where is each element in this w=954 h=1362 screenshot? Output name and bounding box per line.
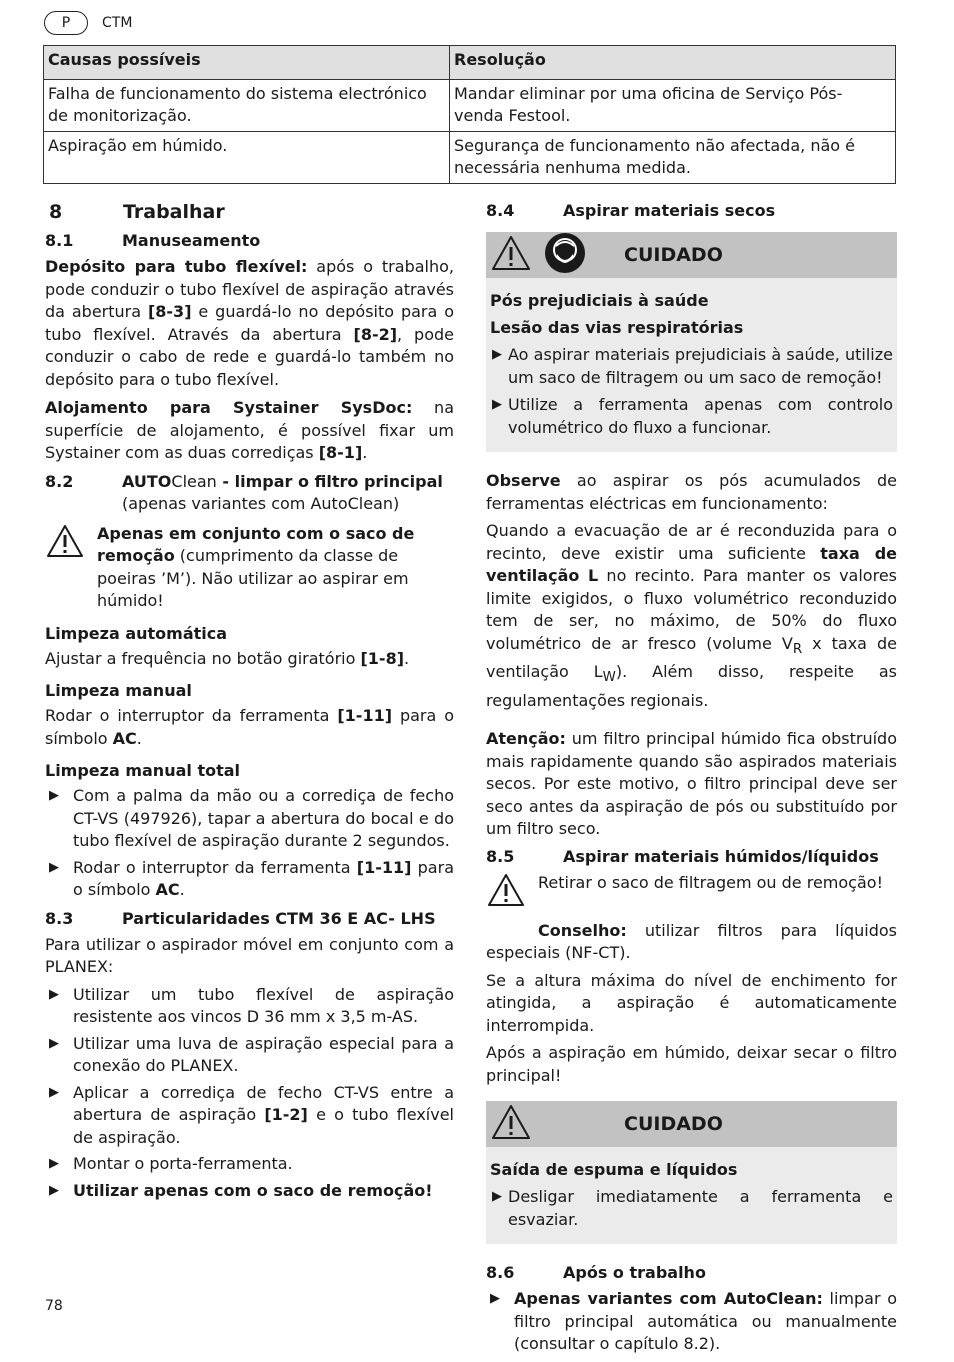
manual-clean-title: Limpeza manual bbox=[45, 681, 192, 700]
caution-list bbox=[490, 344, 893, 439]
page-header bbox=[44, 11, 132, 35]
hose-storage-paragraph: Depósito para tubo flexível: após o trabalho, pode conduzir o tubo flexível de aspiração através da abertura [8-3] e guardá-lo no depósito para o tubo flexível. Através da abertura [8-2], pode conduzir o cabo de rede e guardá-lo também no depósito para o tubo flexível. bbox=[45, 257, 455, 389]
list-item: ▶ Utilizar apenas com o saco de remoção! bbox=[45, 1180, 454, 1203]
triangle-right-icon: ▶ bbox=[49, 1182, 59, 1198]
list-item: ▶ Ao aspirar materiais prejudiciais à saúde, utilize um saco de filtragem ou um saco de remoção! bbox=[492, 345, 893, 387]
section-8-6-heading: 8.6 Após o trabalho bbox=[486, 1263, 706, 1283]
section-8-heading: 8 Trabalhar bbox=[49, 201, 225, 223]
table-cell: Falha de funcionamento do sistema electrónico de monitorização. bbox=[44, 80, 450, 132]
triangle-right-icon: ▶ bbox=[49, 1156, 59, 1171]
warning-triangle-icon bbox=[490, 1103, 532, 1145]
list-item: ▶ Desligar imediatamente a ferramenta e esvaziar. bbox=[492, 1187, 893, 1229]
wet-warning: Retirar o saco de filtragem ou de remoção! bbox=[486, 872, 897, 912]
right-column bbox=[486, 200, 897, 1362]
list-item: ▶ Aplicar a corrediça de fecho CT-VS entre a abertura de aspiração [1-2] e o tubo flexível de aspiração. bbox=[49, 1082, 454, 1147]
list-item: ▶ Utilizar uma luva de aspiração especial para a conexão do PLANEX. bbox=[49, 1033, 454, 1075]
planex-list bbox=[45, 984, 454, 1203]
list-item: ▶ Montar o porta-ferramenta. bbox=[45, 1153, 454, 1176]
caution-list bbox=[490, 1186, 893, 1231]
dust-mask-icon bbox=[544, 232, 586, 278]
table-row bbox=[44, 80, 896, 132]
left-column bbox=[45, 200, 454, 1208]
caution-box-foam: CUIDADO Saída de espuma e líquidos ▶ Desligar imediatamente a ferramenta e esvaziar. bbox=[486, 1101, 897, 1244]
ventilation-paragraph: Quando a evacuação de ar é reconduzida para o recinto, deve existir uma suficiente taxa de ventilação L no recinto. Para manter os valores limite exigidos, o fluxo volumétrico reconduzido tem de ser, no máximo, de 50% do fluxo volumétrico de ar fresco (volume $V_R$ x taxa de ventilação $L_W$). Além disso, respeite as regulamentações regionais. bbox=[486, 521, 898, 710]
total-clean-title: Limpeza manual total bbox=[45, 761, 241, 780]
auto-clean-title: Limpeza automática bbox=[45, 623, 228, 643]
list-item: ▶ Apenas variantes com AutoClean: limpar o filtro principal automática ou manualmente (consultar o capítulo 8.2). bbox=[490, 1289, 897, 1354]
language-badge: P bbox=[44, 11, 88, 35]
page-number: 78 bbox=[45, 1298, 63, 1314]
attention-paragraph: Atenção: um filtro principal húmido fica obstruído mais rapidamente quando são aspirados materiais secos. Por este motivo, o filtro principal deve ser seco antes da aspiração de pós ou substituído por um filtro seco. bbox=[486, 729, 897, 839]
after-work-list bbox=[486, 1288, 897, 1356]
model-name: CTM bbox=[102, 15, 133, 31]
fill-level-paragraph: Se a altura máxima do nível de enchimento for atingida, a aspiração é automaticamente interrompida. bbox=[486, 970, 897, 1035]
triangle-right-icon: ▶ bbox=[49, 986, 59, 1002]
caution-box-dust: CUIDADO Pós prejudiciais à saúde Lesão das vias respiratórias ▶ Ao aspirar materiais prejudiciais à saúde, utilize um saco de filtragem ou um saco de remoção! ▶ Utilize a ferramenta apenas com controlo volumétrico do fluxo a funcionar. bbox=[486, 232, 897, 452]
tip-paragraph: Conselho: utilizar filtros para líquidos especiais (NF-CT). bbox=[486, 920, 897, 963]
table-cell: Aspiração em húmido. bbox=[44, 132, 450, 184]
table-header-cell: Causas possíveis bbox=[44, 46, 450, 80]
section-8-4-heading: 8.4 Aspirar materiais secos bbox=[486, 201, 776, 220]
section-8-5-heading: 8.5 Aspirar materiais húmidos/líquidos bbox=[486, 846, 879, 866]
warning-triangle-icon bbox=[490, 234, 532, 276]
planex-intro: Para utilizar o aspirador móvel em conjunto com a PLANEX: bbox=[45, 934, 454, 976]
table-cell: Segurança de funcionamento não afectada, não é necessária nenhuma medida. bbox=[450, 132, 896, 184]
triangle-right-icon: ▶ bbox=[492, 347, 502, 362]
troubleshooting-table bbox=[43, 45, 896, 184]
autoclean-warning: Apenas em conjunto com o saco de remoção (cumprimento da classe de poeiras ’M’). Não utilizar ao aspirar em húmido! bbox=[45, 523, 454, 613]
observe-paragraph: Observe ao aspirar os pós acumulados de ferramentas eléctricas em funcionamento: bbox=[486, 471, 897, 513]
caution-title: CUIDADO bbox=[624, 1113, 723, 1136]
triangle-right-icon: ▶ bbox=[49, 788, 59, 803]
caution-title: CUIDADO bbox=[624, 244, 723, 266]
auto-clean-text: Ajustar a frequência no botão giratório [1-8]. bbox=[45, 648, 410, 668]
triangle-right-icon: ▶ bbox=[492, 1189, 502, 1205]
list-item: ▶ Utilize a ferramenta apenas com controlo volumétrico do fluxo a funcionar. bbox=[492, 395, 893, 437]
triangle-right-icon: ▶ bbox=[49, 1035, 59, 1051]
list-item: ▶ Rodar o interruptor da ferramenta [1-11] para o símbolo AC. bbox=[49, 857, 454, 899]
list-item: ▶ Com a palma da mão ou a corrediça de fecho CT-VS (497926), tapar a abertura do bocal e do tubo flexível de aspiração durante 2 segundos. bbox=[49, 786, 454, 850]
section-8-2-heading: 8.2 AUTOClean - limpar o filtro principal (apenas variantes com AutoClean) bbox=[45, 471, 443, 513]
table-cell: Mandar eliminar por uma oficina de Serviço Pós-venda Festool. bbox=[450, 80, 896, 132]
warning-triangle-icon bbox=[45, 523, 97, 613]
triangle-right-icon: ▶ bbox=[490, 1291, 500, 1307]
dry-filter-paragraph: Após a aspiração em húmido, deixar secar o filtro principal! bbox=[486, 1043, 897, 1085]
triangle-right-icon: ▶ bbox=[492, 397, 502, 412]
section-8-1-heading: 8.1 Manuseamento bbox=[45, 231, 261, 250]
triangle-right-icon: ▶ bbox=[49, 859, 59, 875]
systainer-paragraph: Alojamento para Systainer SysDoc: na superfície de alojamento, é possível fixar um Systainer com as duas corrediças [8-1]. bbox=[45, 398, 455, 462]
table-header-row bbox=[44, 46, 896, 80]
table-row bbox=[44, 132, 896, 184]
table-header-cell: Resolução bbox=[450, 46, 896, 80]
manual-clean-text: Rodar o interruptor da ferramenta [1-11] para o símbolo AC. bbox=[45, 706, 454, 748]
list-item: ▶ Utilizar um tubo flexível de aspiração resistente aos vincos D 36 mm x 3,5 m-AS. bbox=[49, 984, 454, 1026]
section-8-3-heading: 8.3 Particularidades CTM 36 E AC- LHS bbox=[45, 908, 436, 928]
warning-triangle-icon bbox=[486, 872, 538, 912]
triangle-right-icon: ▶ bbox=[49, 1084, 59, 1100]
total-clean-list bbox=[45, 785, 454, 902]
